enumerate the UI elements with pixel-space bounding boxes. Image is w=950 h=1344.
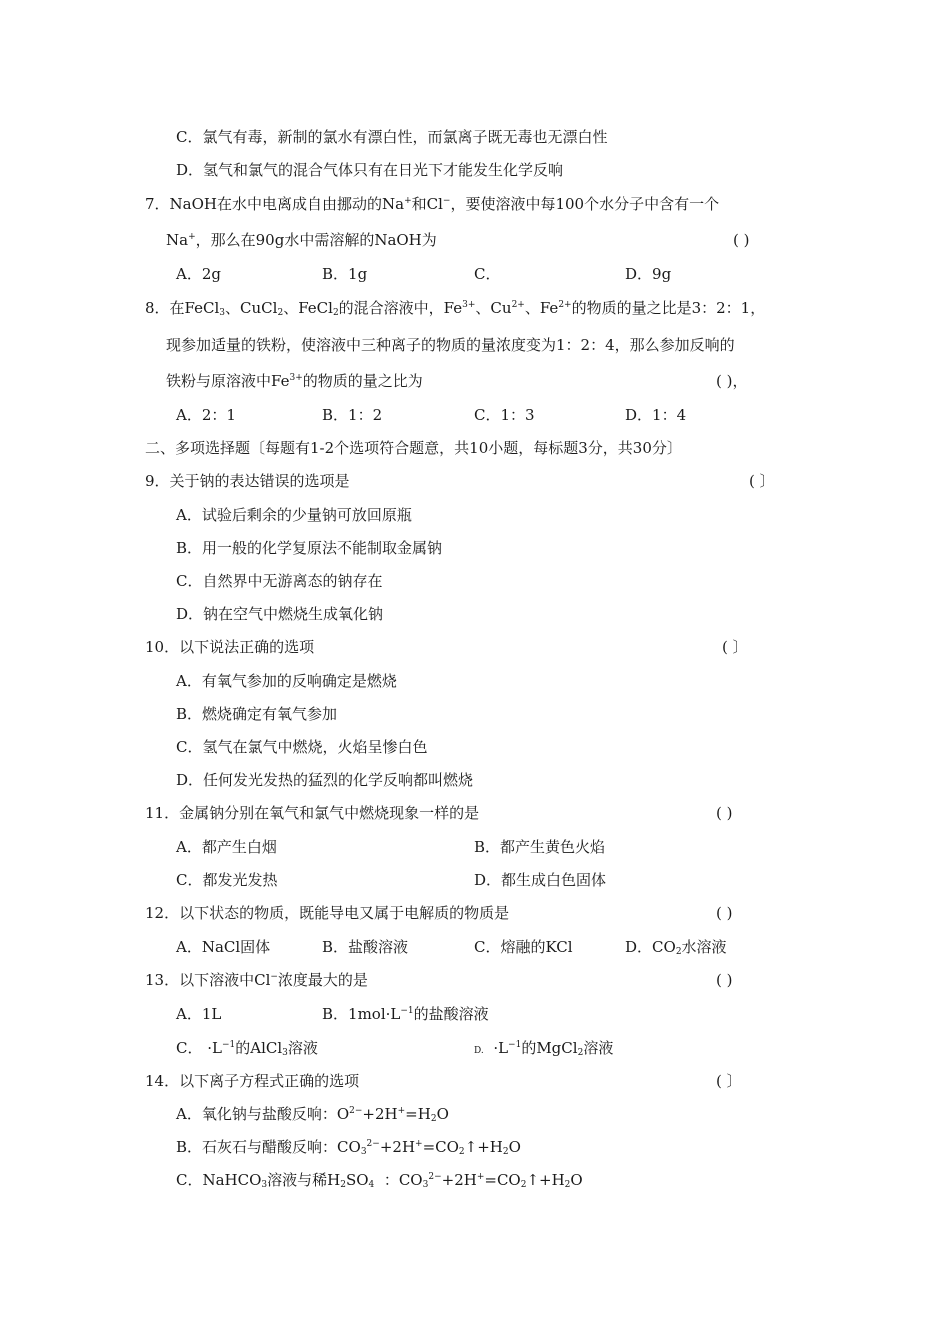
q7-answer-paren: ( ) — [733, 231, 750, 249]
q7-option-a: A．2g — [176, 265, 221, 283]
q10-option-c: C．氢气在氯气中燃烧，火焰呈惨白色 — [176, 738, 428, 756]
q13-stem: 13．以下溶液中Cl−浓度最大的是 — [145, 971, 368, 989]
q8-option-a: A．2：1 — [176, 406, 236, 424]
q13-option-d: D. $\cdot L^{-1}$的MgCl$_2$溶液 — [474, 1039, 614, 1058]
q14-stem: 14．以下离子方程式正确的选项 — [145, 1072, 360, 1090]
q7-stem-line2: Na+，那么在90g水中需溶解的NaOH为 — [166, 231, 437, 249]
q8-stem-line3: 铁粉与原溶液中$Fe^{3+}$的物质的量之比为 — [166, 372, 423, 390]
q7-option-c: C． — [474, 265, 501, 283]
q9-option-c: C．自然界中无游离态的钠存在 — [176, 572, 383, 590]
q14-option-a: A．氧化钠与盐酸反响：$O^{2-}+2H^+=H_2O$ — [176, 1105, 449, 1124]
q8-answer-paren: ( )， — [716, 372, 748, 390]
q13-option-a: A．1L — [176, 1005, 222, 1023]
q8-option-b: B．1：2 — [322, 406, 383, 424]
q10-option-a: A．有氧气参加的反响确定是燃烧 — [176, 672, 397, 690]
q13-option-c: C． $\cdot L^{-1}$的AlCl$_3$溶液 — [176, 1039, 318, 1058]
q8-stem-line1: 8．在FeCl$_3$、CuCl$_2$、FeCl$_2$的混合溶液中，$Fe^{3+}$、$Cu^{2+}$、$Fe^{2+}$的物质的量之比是3：2：1， — [145, 299, 766, 318]
q13-option-b: B．$1mol\cdot L^{-1}$的盐酸溶液 — [322, 1005, 489, 1023]
q6-option-d: D．氢气和氯气的混合气体只有在日光下才能发生化学反响 — [176, 161, 564, 179]
q10-option-b: B．燃烧确定有氧气参加 — [176, 705, 338, 723]
q10-answer-paren: ( 〕 — [722, 638, 748, 656]
q9-option-b: B．用一般的化学复原法不能制取金属钠 — [176, 539, 443, 557]
q8-option-c: C．1：3 — [474, 406, 535, 424]
q10-option-d: D．任何发光发热的猛烈的化学反响都叫燃烧 — [176, 771, 474, 789]
q14-answer-paren: ( 〕 — [716, 1072, 742, 1090]
q14-option-b: B．石灰石与醋酸反响：$CO_3^{2-}+2H^+=CO_2↑+H_2O$ — [176, 1138, 521, 1157]
q7-option-b: B．1g — [322, 265, 368, 283]
q12-option-c: C．熔融的KCl — [474, 938, 573, 956]
q12-answer-paren: ( ) — [716, 904, 733, 922]
q9-stem: 9．关于钠的表达错误的选项是 — [145, 472, 350, 490]
q7-option-d: D．9g — [625, 265, 672, 283]
q14-option-c: C．NaHCO$_3$溶液与稀$H_2SO_4$ ：$CO_3^{2-}+2H^+=CO_2↑+H_2O$ — [176, 1171, 583, 1190]
q11-option-b: B．都产生黄色火焰 — [474, 838, 606, 856]
q11-option-a: A．都产生白烟 — [176, 838, 277, 856]
q11-option-c: C．都发光发热 — [176, 871, 278, 889]
q12-option-a: A．NaCl固体 — [176, 938, 271, 956]
q12-stem: 12．以下状态的物质，既能导电又属于电解质的物质是 — [145, 904, 510, 922]
q7-stem-line1: 7．NaOH在水中电离成自由挪动的Na+和Cl−，要使溶液中每100个水分子中含有一个 — [145, 195, 720, 213]
q9-option-d: D．钠在空气中燃烧生成氧化钠 — [176, 605, 384, 623]
q13-answer-paren: ( ) — [716, 971, 733, 989]
q9-option-a: A．试验后剩余的少量钠可放回原瓶 — [176, 506, 412, 524]
q12-option-b: B．盐酸溶液 — [322, 938, 409, 956]
q9-answer-paren: ( 〕 — [749, 472, 775, 490]
q8-stem-line2: 现参加适量的铁粉，使溶液中三种离子的物质的量浓度变为1：2：4，那么参加反响的 — [166, 336, 735, 354]
q8-option-d: D．1：4 — [625, 406, 687, 424]
q11-option-d: D．都生成白色固体 — [474, 871, 607, 889]
q6-option-c: C．氯气有毒，新制的氯水有漂白性，而氯离子既无毒也无漂白性 — [176, 128, 608, 146]
section-heading-multiple-choice: 二、多项选择题〔每题有1-2个选项符合题意，共10小题，每标题3分，共30分〕 — [145, 439, 682, 457]
q11-answer-paren: ( ) — [716, 804, 733, 822]
q11-stem: 11．金属钠分别在氧气和氯气中燃烧现象一样的是 — [145, 804, 480, 822]
q10-stem: 10．以下说法正确的选项 — [145, 638, 315, 656]
q12-option-d: D．$CO_2$水溶液 — [625, 938, 727, 957]
